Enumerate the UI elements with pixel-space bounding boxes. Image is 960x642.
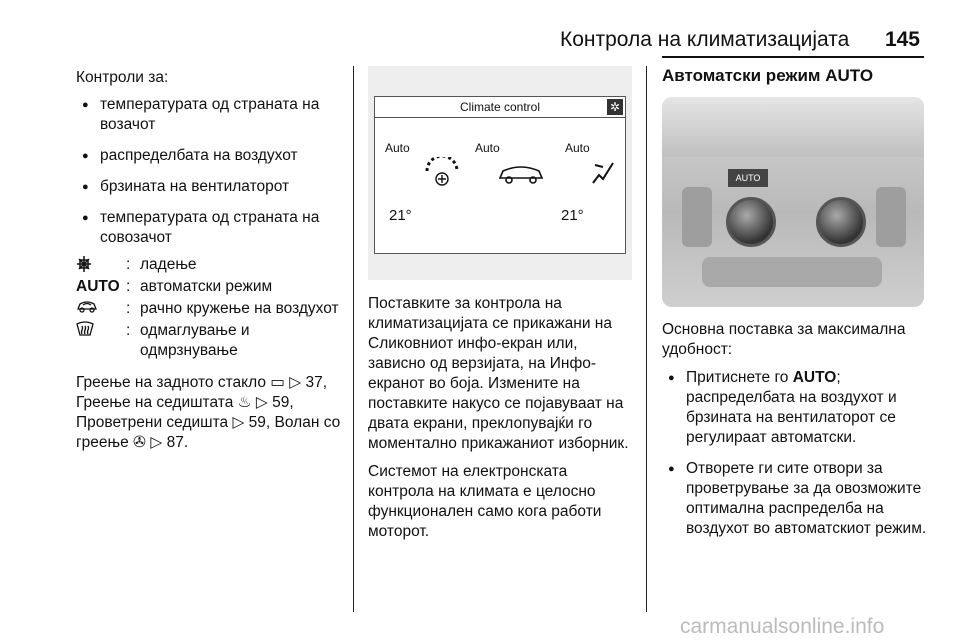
climate-screen (374, 96, 626, 254)
climate-panel-photo (662, 97, 924, 307)
car-recirculation-icon (76, 299, 126, 319)
legend-value: автоматски режим (140, 278, 273, 295)
colon: : (126, 278, 131, 295)
temperature-left: 21° (389, 207, 412, 224)
climate-display-figure (368, 66, 632, 280)
auto-label-mid: Auto (475, 141, 500, 155)
list-item: ● температурата од страната на возачот (76, 95, 346, 135)
legend-value: рачно кружење на воздухот (140, 300, 339, 317)
controls-list (76, 95, 346, 248)
fan-icon (423, 157, 461, 194)
car-icon (497, 163, 545, 190)
middle-column (368, 294, 636, 550)
column-divider-right (646, 66, 647, 612)
legend-row-recirculation (76, 299, 346, 319)
screen-title: Climate control (375, 97, 625, 118)
page-ref[interactable]: 59, (272, 394, 294, 411)
watermark: carmanualsonline.info (680, 615, 885, 638)
settings-icon[interactable]: ✲ (607, 99, 623, 115)
page-ref-arrow-icon: ▷ (232, 414, 245, 431)
page-ref[interactable]: 87. (166, 434, 189, 451)
ref-text: Волан со греење (76, 414, 341, 451)
section-heading: Автоматски режим AUTO (662, 66, 874, 85)
references-paragraph (76, 373, 346, 453)
seat-heating-icon: ♨ (237, 394, 252, 411)
windshield-defrost-icon (76, 321, 126, 361)
paragraph: Поставките за контрола на климатизацијата се прикажани на Сликовниот инфо-екран или, зависно од верзијата, на Инфо-екранот во боја. Измените на поставките накусо се појавуваат на двата екрани, преклопувајќи го моментално прикажаниот изборник. (368, 295, 629, 452)
ref-text: Греење на седиштата (76, 394, 234, 411)
list-item: ● Отворете ги сите отвори за проветрување за да овозможите оптимална распределба на воздухот во автоматскиот режим. (662, 459, 932, 539)
left-column (76, 68, 346, 461)
paragraph: Системот на електронската контрола на климата е целосно функционален само кога работи моторот. (368, 463, 602, 540)
page-title: Контрола на климатизацијата (560, 28, 850, 51)
legend (76, 255, 346, 361)
page-number: 145 (884, 28, 920, 51)
ref-text: Греење на задното стакло (76, 374, 266, 391)
list-item: ● брзината на вентилаторот (76, 177, 346, 197)
seat-airflow-icon (589, 157, 617, 192)
column-divider-left (353, 66, 354, 612)
page-ref-arrow-icon: ▷ (150, 434, 163, 451)
auto-key: AUTO (76, 278, 120, 295)
page-ref[interactable]: 37, (305, 374, 328, 391)
colon: : (126, 256, 131, 273)
temperature-right: 21° (561, 207, 584, 224)
page-ref-arrow-icon: ▷ (255, 394, 268, 411)
auto-list (662, 368, 932, 539)
list-item: ● распределбата на воздухот (76, 146, 346, 166)
legend-value: ладење (140, 256, 197, 273)
header-rule (662, 56, 924, 58)
auto-label-left: Auto (385, 141, 410, 155)
list-item: ● температурата од страната на совозачот (76, 208, 346, 248)
list-item: ● Притиснете го AUTO; распределбата на воздухот и брзината на вентилаторот се регулираат автоматски. (662, 368, 932, 448)
page-ref-arrow-icon: ▷ (289, 374, 302, 391)
left-knob (726, 197, 776, 247)
right-column (662, 320, 932, 550)
page-ref[interactable]: 59, (248, 414, 271, 431)
legend-row-defrost (76, 321, 346, 361)
snowflake-icon (76, 255, 126, 275)
colon: : (126, 300, 131, 317)
legend-row-cooling (76, 255, 346, 275)
steering-wheel-heating-icon: ✇ (133, 434, 147, 451)
rear-window-heating-icon: ▭ (270, 374, 285, 391)
paragraph: Основна поставка за максимална удобност: (662, 321, 906, 358)
ref-text: Проветрени седишта (76, 414, 229, 431)
colon: : (126, 322, 131, 339)
auto-button: AUTO (728, 169, 768, 187)
right-knob (816, 197, 866, 247)
legend-row-auto (76, 277, 346, 297)
legend-value: одмаглување и одмрзнување (140, 322, 250, 359)
auto-label-right: Auto (565, 141, 590, 155)
intro-text: Контроли за: (76, 69, 169, 86)
